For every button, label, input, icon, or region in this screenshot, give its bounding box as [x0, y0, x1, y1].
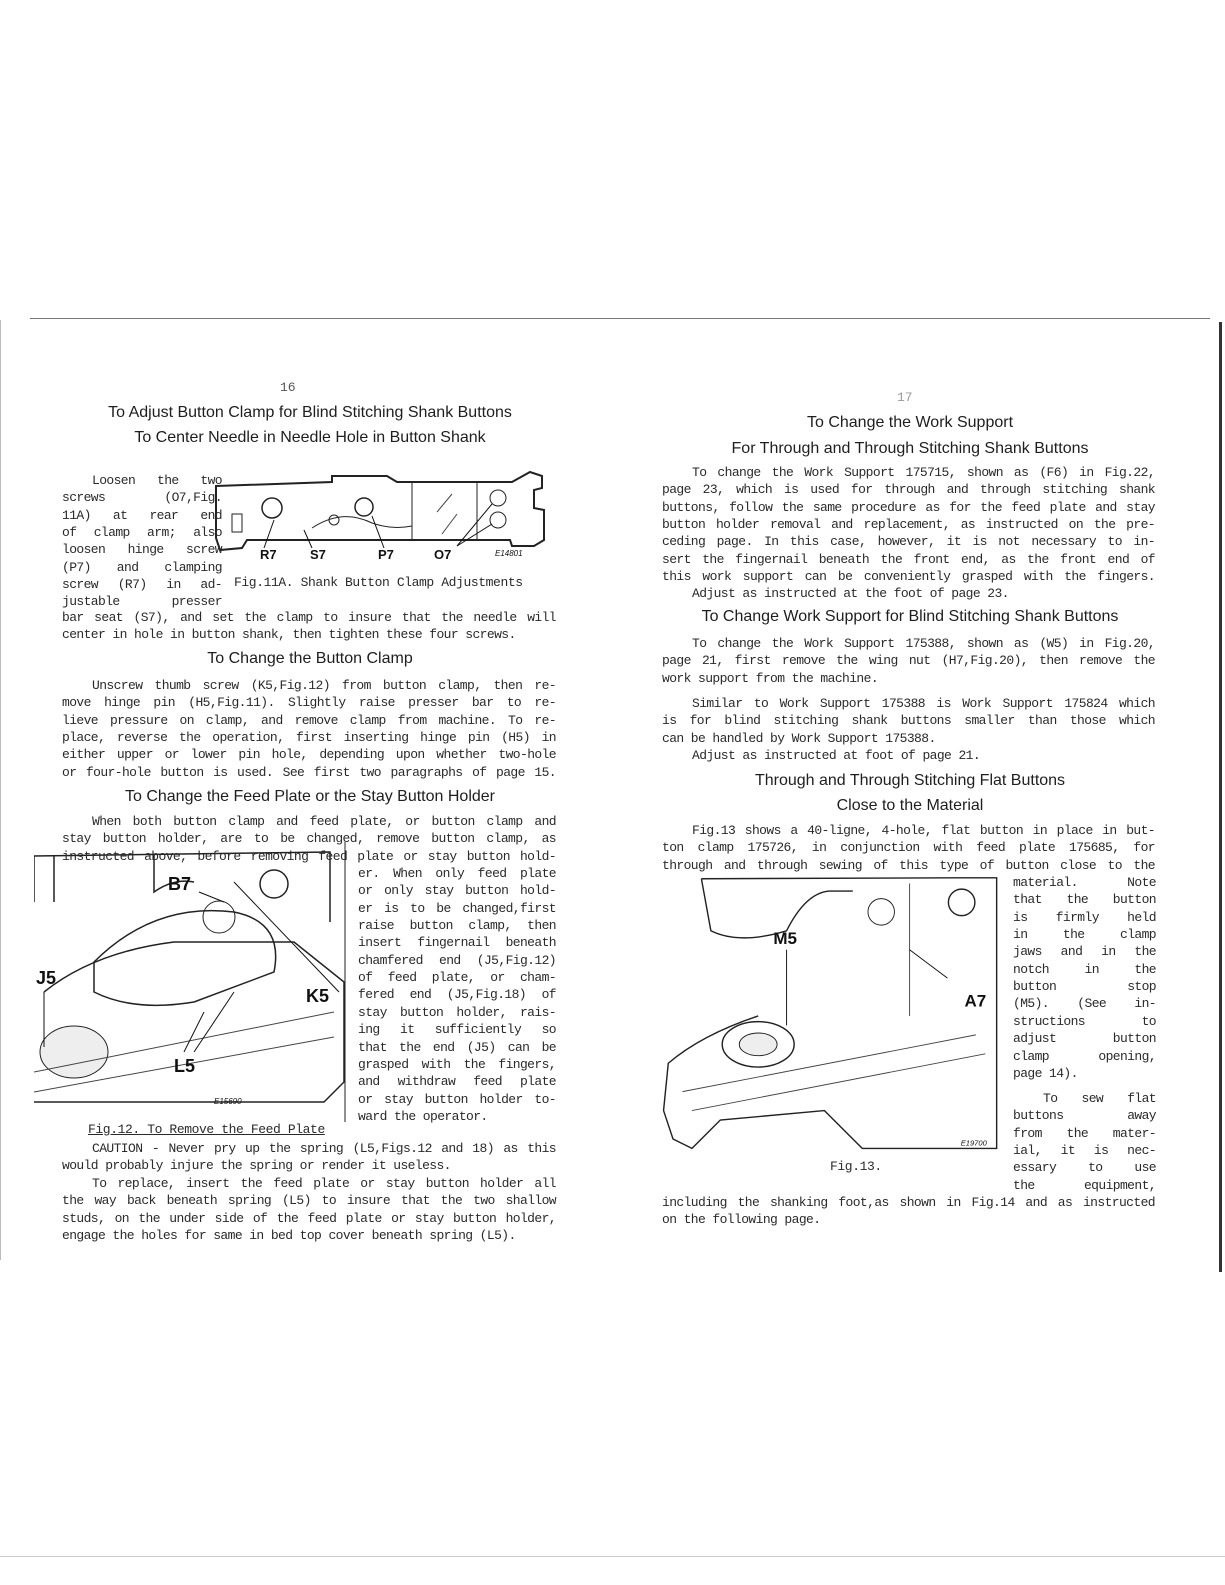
fig13-label-m5: M5 — [773, 929, 797, 949]
fig13-paragraph-line: page 14). — [1013, 1065, 1078, 1081]
flat-buttons-paragraph-line: To sew flat — [1043, 1091, 1156, 1106]
intro-paragraph-line: center in hole in button shank, then tighten these four screws. — [62, 627, 516, 643]
flat-buttons-paragraph-line: the equipment, — [1013, 1177, 1156, 1193]
fig12-label-j5: J5 — [36, 968, 57, 988]
fig12-code: E15690 — [214, 1097, 242, 1106]
fig12-label-k5: K5 — [306, 986, 330, 1006]
heading-change-work-support: To Change the Work Support — [806, 414, 1014, 431]
heading-center-needle: To Center Needle in Needle Hole in Button Shank — [134, 429, 486, 446]
feed-plate-paragraph-line: instructed above, before removing feed plate or stay button hold- — [62, 848, 556, 864]
fig13-paragraph-line: Fig.13 shows a 40-ligne, 4-hole, flat button in place in but- — [692, 823, 1155, 838]
caution-paragraph-line: CAUTION - Never pry up the spring (L5,Figs.12 and 18) as this — [92, 1141, 556, 1156]
flat-buttons-paragraph-line: including the shanking foot,as shown in Fig.14 and as instructed — [662, 1195, 1155, 1210]
intro-paragraph-line: of clamp arm; also — [62, 525, 222, 541]
feed-plate-paragraph-line: grasped with the fingers, — [358, 1056, 556, 1072]
replace-paragraph-line: To replace, insert the feed plate or stay button holder all — [92, 1176, 556, 1191]
similar-support-paragraph-line: Similar to Work Support 175388 is Work Support 175824 which — [692, 696, 1155, 711]
feed-plate-paragraph-line: stay button holder, rais- — [358, 1004, 556, 1020]
feed-plate-paragraph-line: of feed plate, or cham- — [358, 970, 556, 986]
fig13-paragraph-line: button stop — [1013, 979, 1156, 995]
work-support-paragraph-line: buttons, follow the same procedure as for the feed plate and stay — [662, 499, 1155, 515]
work-support-paragraph-line: To change the Work Support 175715, shown as (F6) in Fig.22, — [692, 465, 1155, 480]
heading-close-to-material: Close to the Material — [836, 797, 984, 814]
heading-adjust-button-clamp: To Adjust Button Clamp for Blind Stitching Shank Buttons — [108, 404, 512, 421]
flat-buttons-paragraph-line: on the following page. — [662, 1212, 821, 1228]
fig13-paragraph-line: in the clamp — [1013, 927, 1156, 943]
work-support-paragraph-line: Adjust as instructed at the foot of page 23. — [692, 586, 1009, 602]
intro-paragraph-line: justable presser — [62, 594, 222, 610]
similar-support-paragraph-line: can be handled by Work Support 175388. — [662, 730, 936, 746]
fig11a-label-o7: O7 — [434, 547, 452, 560]
fig11a-caption: Fig.11A. Shank Button Clamp Adjustments — [234, 575, 523, 590]
work-support-paragraph-line: page 23, which is used for through and through stitching shank — [662, 482, 1155, 498]
intro-paragraph-line: bar seat (S7), and set the clamp to insure that the needle will — [62, 610, 556, 625]
intro-paragraph-line: Loosen the two — [92, 473, 222, 488]
feed-plate-paragraph-line: er is to be changed,first — [358, 900, 556, 916]
replace-paragraph-line: studs, on the under side of the feed plate or stay button holder, — [62, 1210, 556, 1226]
work-support-paragraph-line: button holder removal and replacement, as instructed on the pre- — [662, 517, 1155, 533]
fig12-label-l5: L5 — [174, 1056, 196, 1076]
fig11a-label-p7: P7 — [378, 547, 394, 560]
intro-paragraph-line: screws (O7,Fig. — [62, 490, 222, 506]
fig13-code: E19700 — [960, 1138, 987, 1148]
fig13-paragraph-line: is firmly held — [1013, 909, 1156, 925]
figure-12-feed-plate — [34, 842, 346, 1122]
fig13-caption: Fig.13. — [830, 1159, 882, 1174]
fig13-paragraph-line: through and through sewing of this type of button close to the — [662, 857, 1155, 873]
flat-buttons-paragraph-line: essary to use — [1013, 1160, 1156, 1176]
blind-support-paragraph-line: To change the Work Support 175388, shown as (W5) in Fig.20, — [692, 636, 1155, 651]
page-number: 17 — [897, 390, 913, 405]
work-support-paragraph-line: this work support can be conveniently grasped with the fingers. — [662, 569, 1155, 585]
figure-13-flat-button — [656, 874, 1008, 1156]
heading-flat-buttons: Through and Through Stitching Flat Buttons — [754, 772, 1066, 789]
clamp-paragraph-line: either upper or lower pin hole, depending upon whether two-hole — [62, 747, 556, 763]
fig11a-label-r7: R7 — [260, 547, 277, 560]
fig12-label-b7: B7 — [168, 874, 192, 894]
heading-blind-stitching: To Change Work Support for Blind Stitching Shank Buttons — [701, 608, 1119, 625]
heading-change-feed-plate: To Change the Feed Plate or the Stay Button Holder — [124, 788, 495, 805]
heading-change-button-clamp: To Change the Button Clamp — [207, 650, 413, 667]
fig11a-label-s7: S7 — [310, 547, 326, 560]
caution-paragraph-line: would probably injure the spring or render it useless. — [62, 1158, 451, 1174]
flat-buttons-paragraph-line: from the mater- — [1013, 1125, 1156, 1141]
fig13-label-a7: A7 — [964, 991, 987, 1011]
blind-support-paragraph-line: page 21, first remove the wing nut (H7,Fig.20), then remove the — [662, 653, 1155, 669]
clamp-paragraph-line: move hinge pin (H5,Fig.11). Slightly raise presser bar to re- — [62, 695, 556, 711]
figure-11a-shank-button-clamp — [212, 468, 547, 560]
intro-paragraph-line: 11A) at rear end — [62, 507, 222, 523]
replace-paragraph-line: engage the holes for same in bed top cover beneath spring (L5). — [62, 1228, 516, 1244]
feed-plate-paragraph-line: that the end (J5) can be — [358, 1039, 556, 1055]
page-number: 16 — [280, 380, 296, 395]
scan-left-edge — [0, 320, 1, 1260]
fig13-paragraph-line: adjust button — [1013, 1031, 1156, 1047]
feed-plate-paragraph-line: or stay button holder to- — [358, 1091, 556, 1107]
scan-right-edge — [1219, 322, 1222, 1272]
similar-support-paragraph-line: is for blind stitching shank buttons smaller than those which — [662, 713, 1155, 729]
feed-plate-paragraph-line: ward the operator. — [358, 1108, 488, 1124]
feed-plate-paragraph-line: er. When only feed plate — [358, 866, 556, 881]
fig13-paragraph-line: ton clamp 175726, in conjunction with feed plate 175685, for — [662, 840, 1155, 856]
feed-plate-paragraph-line: insert fingernail beneath — [358, 935, 556, 951]
flat-buttons-paragraph-line: buttons away — [1013, 1108, 1156, 1124]
fig11a-code: E14801 — [495, 549, 523, 558]
clamp-paragraph-line: place, reverse the operation, first inserting hinge pin (H5) in — [62, 730, 556, 746]
replace-paragraph-line: the way back beneath spring (L5) to insure that the two shallow — [62, 1193, 556, 1209]
fig13-paragraph-line: clamp opening, — [1013, 1048, 1156, 1064]
fig13-paragraph-line: notch in the — [1013, 961, 1156, 977]
fig13-paragraph-line: that the button — [1013, 892, 1156, 908]
feed-plate-paragraph-line: When both button clamp and feed plate, or button clamp and — [92, 814, 556, 829]
fig13-paragraph-line: (M5). (See in- — [1013, 996, 1156, 1012]
similar-support-paragraph-line: Adjust as instructed at foot of page 21. — [692, 748, 981, 764]
fig12-caption: Fig.12. To Remove the Feed Plate — [88, 1122, 325, 1137]
feed-plate-paragraph-line: stay button holder, are to be changed, remove button clamp, as — [62, 831, 556, 847]
feed-plate-paragraph-line: fered end (J5,Fig.18) of — [358, 987, 556, 1003]
clamp-paragraph-line: lieve pressure on clamp, and remove clamp from machine. To re- — [62, 712, 556, 728]
clamp-paragraph-line: or four-hole button is used. See first two paragraphs of page 15. — [62, 764, 556, 780]
flat-buttons-paragraph-line: ial, it is nec- — [1013, 1143, 1156, 1159]
intro-paragraph-line: (P7) and clamping — [62, 559, 222, 575]
feed-plate-paragraph-line: ing it sufficiently so — [358, 1022, 556, 1038]
feed-plate-paragraph-line: or only stay button hold- — [358, 883, 556, 899]
heading-through-stitching: For Through and Through Stitching Shank Buttons — [731, 440, 1089, 457]
intro-paragraph-line: loosen hinge screw — [62, 542, 222, 558]
fig13-paragraph-line: material. Note — [1013, 875, 1156, 890]
clamp-paragraph-line: Unscrew thumb screw (K5,Fig.12) from button clamp, then re- — [92, 678, 556, 693]
page-bottom-rule — [0, 1556, 1225, 1557]
fig13-paragraph-line: jaws and in the — [1013, 944, 1156, 960]
feed-plate-paragraph-line: and withdraw feed plate — [358, 1074, 556, 1090]
work-support-paragraph-line: ceding page. In this case, however, it is not necessary to in- — [662, 534, 1155, 550]
feed-plate-paragraph-line: chamfered end (J5,Fig.12) — [358, 952, 556, 968]
page-top-rule — [30, 318, 1210, 319]
blind-support-paragraph-line: work support from the machine. — [662, 670, 879, 686]
feed-plate-paragraph-line: raise button clamp, then — [358, 918, 556, 934]
work-support-paragraph-line: sert the fingernail beneath the front end, as the front end of — [662, 551, 1155, 567]
intro-paragraph-line: screw (R7) in ad- — [62, 577, 222, 593]
fig13-paragraph-line: structions to — [1013, 1013, 1156, 1029]
